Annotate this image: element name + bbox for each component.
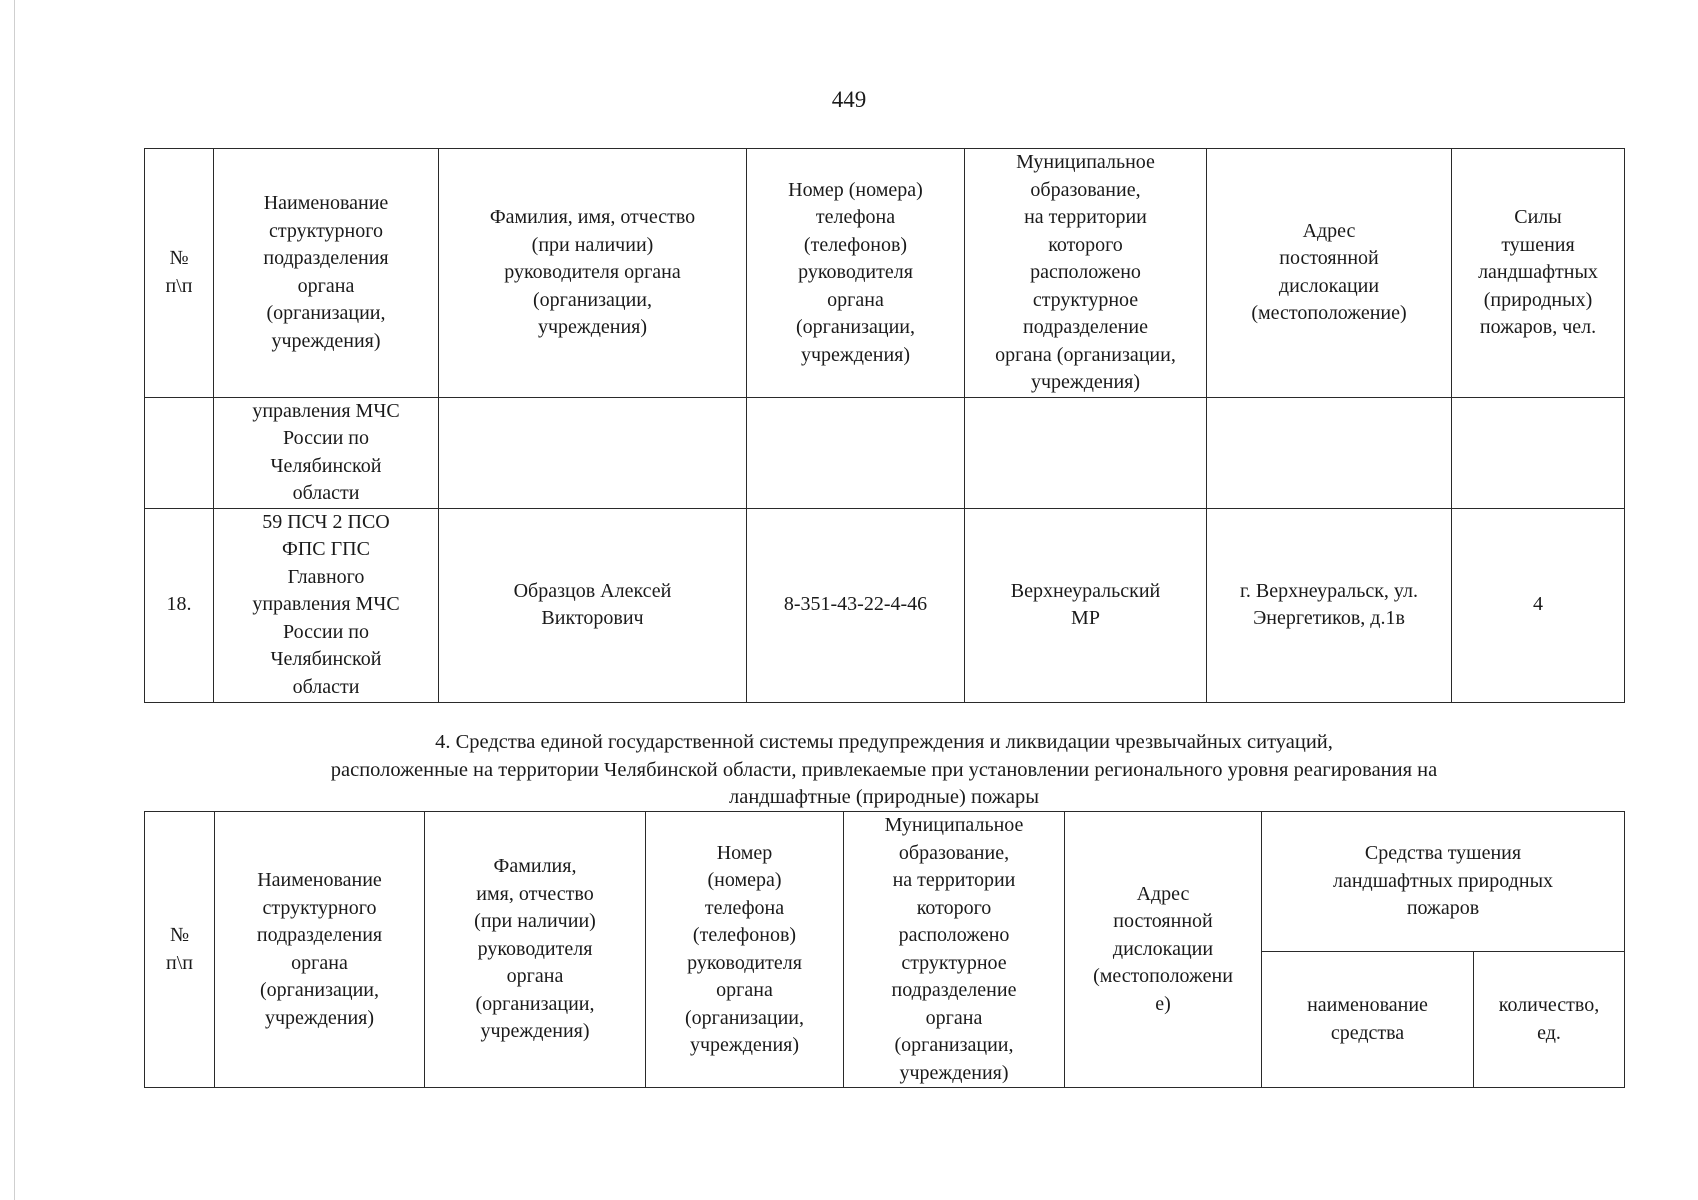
cell-forces — [1452, 397, 1625, 508]
page-margin-line — [14, 0, 15, 1200]
cell-address: г. Верхнеуральск, ул. Энергетиков, д.1в — [1207, 508, 1452, 702]
header-municipality: Муниципальное образование, на территории которого расположено структурное подразделение органа (организации, учреждения) — [965, 149, 1207, 398]
cell-address — [1207, 397, 1452, 508]
header-municipality: Муниципальное образование, на территории которого расположено структурное подразделение органа (организации, учреждения) — [844, 812, 1065, 1088]
header-address: Адрес постоянной дислокации (местоположение) — [1207, 149, 1452, 398]
header-means-quantity: количество, ед. — [1474, 952, 1625, 1088]
cell-municipality — [965, 397, 1207, 508]
header-address: Адрес постоянной дислокации (местоположени е) — [1065, 812, 1262, 1088]
table-header-row — [145, 812, 1625, 952]
header-phone: Номер (номера) телефона (телефонов) руководителя органа (организации, учреждения) — [646, 812, 844, 1088]
section-title-line: ландшафтные (природные) пожары — [729, 786, 1039, 808]
cell-phone: 8-351-43-22-4-46 — [747, 508, 965, 702]
header-forces: Силы тушения ландшафтных (природных) пожаров, чел. — [1452, 149, 1625, 398]
cell-number: 18. — [145, 508, 214, 702]
cell-number — [145, 397, 214, 508]
cell-forces: 4 — [1452, 508, 1625, 702]
header-unit-name: Наименование структурного подразделения органа (организации, учреждения) — [214, 149, 439, 398]
header-number: № п\п — [145, 812, 215, 1088]
section-title — [144, 729, 1624, 812]
table-row — [145, 397, 1625, 508]
cell-unit-name: управления МЧС России по Челябинской области — [214, 397, 439, 508]
table-row — [145, 508, 1625, 702]
header-phone: Номер (номера) телефона (телефонов) руководителя органа (организации, учреждения) — [747, 149, 965, 398]
header-head-name: Фамилия, имя, отчество (при наличии) руководителя органа (организации, учреждения) — [425, 812, 646, 1088]
header-number: № п\п — [145, 149, 214, 398]
means-table — [144, 811, 1625, 1088]
table-header-row — [145, 149, 1625, 398]
cell-unit-name: 59 ПСЧ 2 ПСО ФПС ГПС Главного управления МЧС России по Челябинской области — [214, 508, 439, 702]
cell-head-name: Образцов Алексей Викторович — [439, 508, 747, 702]
header-unit-name: Наименование структурного подразделения органа (организации, учреждения) — [215, 812, 425, 1088]
header-means-group: Средства тушения ландшафтных природных пожаров — [1262, 812, 1625, 952]
forces-table — [144, 148, 1625, 703]
cell-phone — [747, 397, 965, 508]
cell-head-name — [439, 397, 747, 508]
page-number: 449 — [831, 87, 867, 112]
section-title-line: расположенные на территории Челябинской области, привлекаемые при установлении регионального уровня реагирования на — [330, 758, 1438, 781]
cell-municipality: Верхнеуральский МР — [965, 508, 1207, 702]
header-head-name: Фамилия, имя, отчество (при наличии) руководителя органа (организации, учреждения) — [439, 149, 747, 398]
section-title-line: 4. Средства единой государственной системы предупреждения и ликвидации чрезвычайных ситуаций, — [435, 731, 1333, 753]
header-means-name: наименование средства — [1262, 952, 1474, 1088]
